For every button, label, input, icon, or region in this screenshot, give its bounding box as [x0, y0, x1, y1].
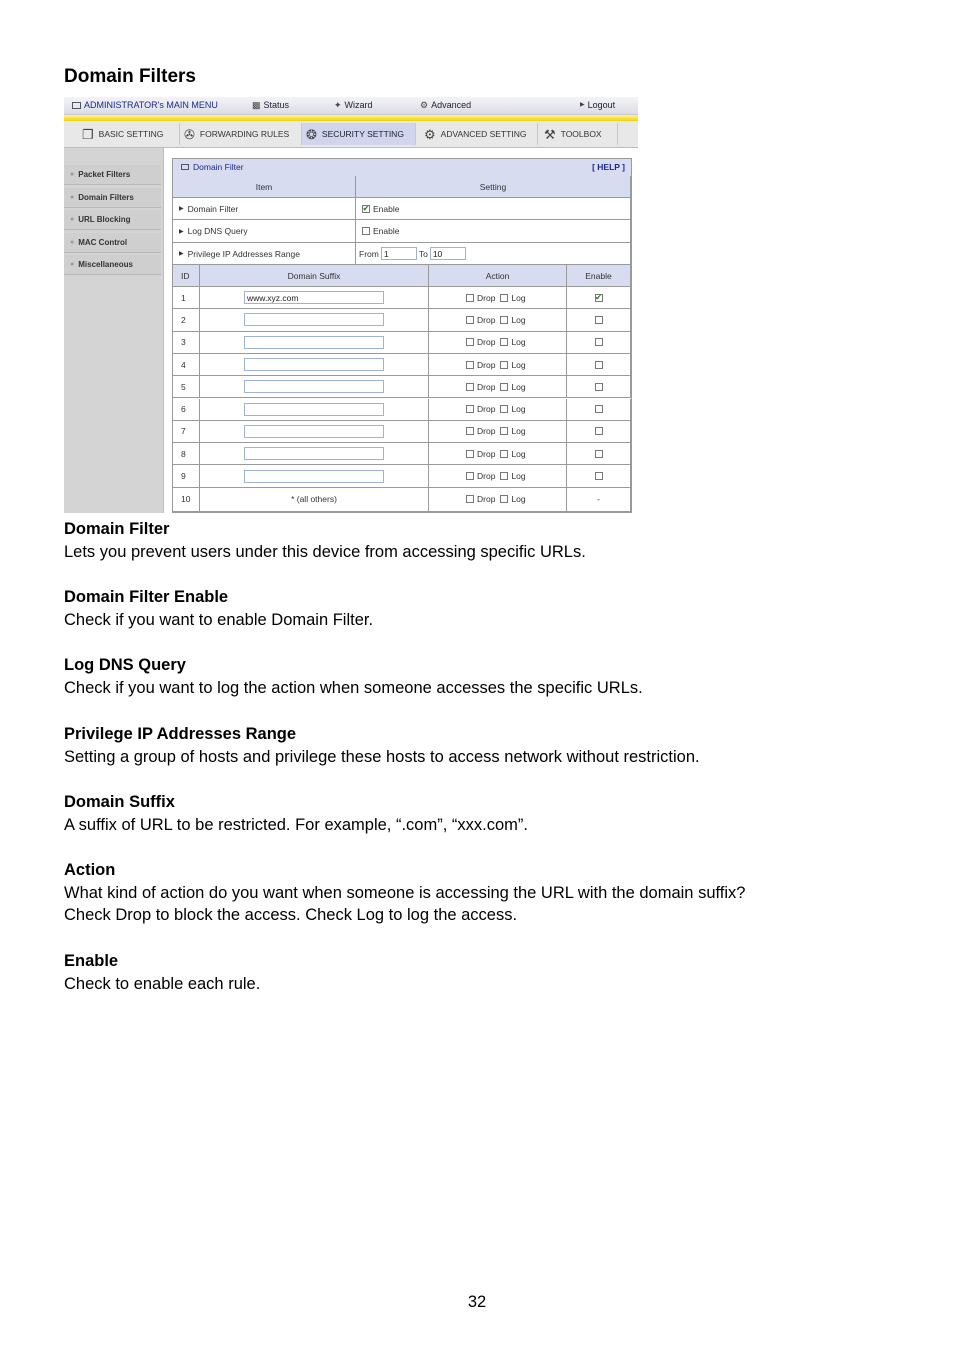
drop-checkbox[interactable]	[466, 316, 474, 324]
rule-suffix-cell	[200, 287, 429, 309]
rule-suffix-cell	[200, 309, 429, 331]
rule-action-cell	[429, 354, 567, 376]
drop-label: Drop	[477, 314, 496, 325]
rule-enable-cell	[567, 332, 631, 354]
section-heading: Log DNS Query	[64, 656, 186, 674]
section-heading: Domain Filter	[64, 520, 170, 538]
rule-id-cell	[173, 332, 200, 354]
rule-enable-checkbox[interactable]	[595, 450, 603, 458]
section-body: Setting a group of hosts and privilege these hosts to access network without restriction.	[64, 747, 700, 766]
wizard-label: Wizard	[344, 100, 373, 110]
status-icon: ▩	[252, 99, 261, 110]
domain-suffix-input[interactable]	[244, 336, 384, 349]
drop-checkbox[interactable]	[466, 361, 474, 369]
drop-label: Drop	[477, 359, 496, 370]
domain-filter-panel	[172, 158, 632, 513]
setting-item-3	[173, 243, 356, 265]
setting-item-2	[173, 220, 356, 243]
setting-value-1	[356, 198, 631, 220]
rule-id: 8	[181, 448, 186, 459]
enable-column-header-text: Enable	[585, 270, 612, 281]
sidebar-item-label: Miscellaneous	[78, 260, 133, 269]
sidebar-item-miscellaneous[interactable]	[64, 255, 161, 275]
section-body: Check Drop to block the access. Check Log to log the access.	[64, 906, 518, 924]
sidebar-item-label: Domain Filters	[78, 192, 134, 202]
rule-enable-cell	[567, 376, 631, 398]
log-checkbox[interactable]	[500, 427, 508, 435]
rule-id: 7	[181, 426, 186, 437]
setting-header-text: Setting	[479, 181, 507, 192]
tab-advanced-setting[interactable]	[420, 123, 538, 145]
panel-title	[181, 162, 244, 172]
domain-suffix-input[interactable]	[244, 447, 384, 460]
rule-action-cell	[429, 332, 567, 354]
log-label: Log	[511, 426, 526, 437]
tab-security-setting[interactable]	[302, 123, 416, 145]
rule-suffix-cell	[200, 465, 429, 487]
help-link[interactable]: [ HELP ]	[592, 162, 625, 172]
tab-label: FORWARDING RULES	[199, 129, 290, 139]
drop-label: Drop	[477, 426, 496, 437]
rule-enable-cell	[567, 399, 631, 421]
triangle-right-icon: ▶	[179, 206, 184, 212]
section-heading: Domain Filter Enable	[64, 588, 229, 606]
drop-checkbox[interactable]	[466, 427, 474, 435]
item-column-header	[173, 176, 356, 198]
drop-label: Drop	[477, 337, 496, 348]
rule-enable-checkbox[interactable]	[595, 316, 603, 324]
from-label: From	[359, 248, 379, 259]
domain-suffix-input[interactable]	[244, 358, 384, 371]
enable-checkbox[interactable]: ✔	[362, 203, 370, 213]
rule-action-cell	[429, 376, 567, 398]
rule-enable-checkbox[interactable]	[595, 405, 603, 413]
domain-suffix-input[interactable]	[244, 425, 384, 438]
bullet-icon: ●	[70, 193, 75, 201]
tab-label: BASIC SETTING	[98, 129, 164, 139]
enable-label: Enable	[373, 203, 400, 214]
triangle-right-icon: ▶	[179, 228, 184, 235]
triangle-right-icon: ▶	[179, 251, 184, 257]
tab-basic-setting[interactable]	[78, 123, 180, 145]
setting-value-2	[356, 220, 631, 243]
log-label: Log	[511, 404, 526, 415]
tab-forwarding-rules[interactable]	[180, 123, 302, 145]
window-icon	[72, 102, 81, 109]
section-body: Check if you want to log the action when someone accesses the specific URLs.	[64, 678, 643, 697]
rule-enable-checkbox[interactable]	[595, 427, 603, 435]
status-link[interactable]	[252, 100, 289, 110]
rule-enable-checkbox[interactable]	[595, 338, 603, 346]
setting-value-3	[356, 243, 631, 265]
bullet-icon: ●	[70, 238, 75, 246]
rule-action-cell	[429, 309, 567, 331]
status-label: Status	[263, 100, 290, 110]
security-setting-icon: ❂	[306, 126, 317, 142]
rule-enable-cell	[567, 443, 631, 465]
drop-checkbox[interactable]	[466, 472, 474, 480]
section-domain-filter	[64, 518, 586, 563]
drop-checkbox[interactable]	[466, 294, 474, 302]
main-menu-label: ADMINISTRATOR's MAIN MENU	[84, 100, 218, 110]
drop-checkbox[interactable]	[466, 405, 474, 413]
logout-link[interactable]	[580, 100, 615, 110]
forwarding-rules-icon: ✇	[184, 126, 195, 142]
rule-id-cell	[173, 287, 200, 309]
from-input[interactable]: 1	[381, 247, 417, 260]
rule-enable-checkbox[interactable]	[595, 383, 603, 391]
rule-id-cell	[173, 354, 200, 376]
rule-enable-checkbox[interactable]	[595, 361, 603, 369]
log-checkbox[interactable]	[500, 450, 508, 458]
section-heading: Privilege IP Addresses Range	[64, 725, 297, 743]
log-label: Log	[511, 471, 526, 482]
drop-checkbox[interactable]	[466, 338, 474, 346]
log-checkbox[interactable]	[500, 383, 508, 391]
sidebar-item-url-blocking[interactable]	[64, 210, 161, 230]
top-menu-bar	[64, 97, 638, 115]
rule-suffix-cell	[200, 421, 429, 443]
action-column-header	[429, 265, 567, 287]
domain-suffix-column-header-text: Domain Suffix	[287, 270, 341, 281]
advanced-icon: ⚙	[420, 99, 429, 110]
section-body: A suffix of URL to be restricted. For example, “.com”, “xxx.com”.	[64, 815, 528, 834]
action-column-header-text: Action	[485, 270, 510, 281]
rule-action-cell	[429, 488, 567, 512]
rule-action-cell	[429, 421, 567, 443]
domain-suffix-column-header	[200, 265, 429, 287]
section-log-dns-query	[64, 654, 643, 699]
rule-id-cell	[173, 421, 200, 443]
enable-label: Enable	[373, 226, 400, 236]
rule-action-cell	[429, 465, 567, 487]
drop-label: Drop	[477, 381, 496, 392]
sidebar-item-label: Packet Filters	[78, 170, 131, 179]
page-title: Domain Filters	[64, 66, 196, 87]
sidebar-item-label: MAC Control	[78, 237, 128, 247]
log-checkbox[interactable]	[500, 361, 508, 369]
sidebar	[64, 148, 164, 513]
rule-id-cell	[173, 309, 200, 331]
rule-suffix-cell	[200, 443, 429, 465]
section-body: What kind of action do you want when someone is accessing the URL with the domain suffix?	[64, 883, 746, 902]
rule-enable-cell	[567, 354, 631, 376]
drop-label: Drop	[477, 494, 496, 505]
rule-id-cell	[173, 488, 200, 512]
tab-label: TOOLBOX	[560, 129, 602, 139]
rule-suffix-cell	[200, 376, 429, 398]
main-menu-link[interactable]	[72, 100, 218, 110]
section-privilege-ip-addresses-range	[64, 723, 700, 768]
tab-label: SECURITY SETTING	[321, 129, 404, 139]
panel-icon	[181, 164, 189, 170]
drop-checkbox[interactable]	[466, 495, 474, 503]
all-others-text: * (all others)	[291, 494, 337, 505]
to-input[interactable]: 10	[430, 247, 466, 260]
drop-label: Drop	[477, 448, 496, 459]
sidebar-item-mac-control[interactable]	[64, 233, 161, 253]
setting-item-label: Privilege IP Addresses Range	[187, 248, 300, 259]
drop-checkbox[interactable]	[466, 450, 474, 458]
log-label: Log	[511, 381, 526, 392]
rule-id-cell	[173, 376, 200, 398]
rule-suffix-cell	[200, 332, 429, 354]
advanced-label: Advanced	[431, 100, 472, 110]
rule-suffix-cell	[200, 488, 429, 512]
sidebar-item-packet-filters[interactable]	[64, 165, 161, 185]
domain-suffix-input[interactable]: www.xyz.com	[244, 291, 384, 304]
section-heading: Action	[64, 861, 116, 879]
setting-item-label: Domain Filter	[187, 203, 239, 214]
rule-enable-checkbox[interactable]	[595, 472, 603, 480]
bullet-icon: ●	[70, 171, 75, 178]
section-domain-filter-enable	[64, 586, 373, 631]
domain-suffix-input[interactable]	[244, 470, 384, 483]
rule-action-cell	[429, 443, 567, 465]
log-label: Log	[511, 359, 526, 370]
rule-id: 4	[181, 359, 186, 370]
rule-enable-cell	[567, 309, 631, 331]
log-label: Log	[511, 292, 526, 303]
section-body: Lets you prevent users under this device from accessing specific URLs.	[64, 542, 586, 561]
log-label: Log	[511, 314, 526, 325]
rule-enable-cell	[567, 488, 631, 512]
log-label: Log	[511, 448, 526, 459]
rule-id: 5	[181, 381, 186, 392]
advanced-setting-icon: ⚙	[424, 126, 436, 142]
domain-suffix-input[interactable]	[244, 313, 384, 326]
rule-enable-checkbox[interactable]: ✔	[595, 292, 602, 302]
tab-label: ADVANCED SETTING	[440, 129, 527, 139]
rule-id: 1	[181, 292, 186, 303]
enable-dash: -	[597, 494, 600, 505]
rule-enable-cell	[567, 465, 631, 487]
rule-id: 9	[181, 471, 186, 482]
section-action	[64, 859, 745, 927]
item-header-text: Item	[255, 181, 273, 192]
rule-action-cell	[429, 287, 567, 309]
section-enable	[64, 950, 260, 995]
rule-id: 6	[181, 404, 186, 415]
domain-suffix-input[interactable]	[244, 403, 384, 416]
setting-item-1	[173, 198, 356, 220]
domain-suffix-input[interactable]	[244, 380, 384, 393]
bullet-icon: ●	[70, 261, 75, 268]
drop-checkbox[interactable]	[466, 383, 474, 391]
log-checkbox[interactable]	[500, 495, 508, 503]
section-heading: Domain Suffix	[64, 793, 175, 811]
id-column-header-text: ID	[181, 270, 190, 281]
rule-id-cell	[173, 465, 200, 487]
rule-suffix-cell	[200, 399, 429, 421]
log-checkbox[interactable]	[500, 294, 508, 302]
drop-label: Drop	[477, 471, 496, 482]
basic-setting-icon: ❐	[82, 126, 94, 142]
rule-id-cell	[173, 399, 200, 421]
bullet-icon: ●	[70, 216, 75, 223]
drop-label: Drop	[477, 292, 496, 303]
page-number: 32	[467, 1293, 487, 1311]
log-label: Log	[511, 494, 526, 505]
log-checkbox[interactable]	[500, 316, 508, 324]
enable-checkbox[interactable]	[362, 227, 370, 235]
rule-enable-cell	[567, 421, 631, 443]
rule-enable-cell	[567, 287, 631, 309]
log-label: Log	[511, 337, 526, 348]
section-domain-suffix	[64, 791, 528, 836]
sidebar-item-label: URL Blocking	[78, 215, 131, 224]
to-label: To	[418, 248, 428, 259]
wizard-link[interactable]	[334, 100, 373, 110]
enable-column-header	[567, 265, 631, 287]
wizard-icon: ✦	[334, 99, 342, 110]
section-body: Check if you want to enable Domain Filter.	[64, 610, 374, 629]
drop-label: Drop	[477, 404, 496, 415]
panel-title-text: Domain Filter	[193, 162, 244, 172]
tab-toolbox[interactable]	[540, 123, 618, 145]
setting-item-label: Log DNS Query	[187, 226, 248, 236]
arrow-right-icon: ▶	[580, 101, 585, 108]
rule-action-cell	[429, 399, 567, 421]
rule-id-cell	[173, 443, 200, 465]
panel-header	[173, 159, 631, 177]
log-checkbox[interactable]	[500, 405, 508, 413]
section-heading: Enable	[64, 952, 119, 970]
log-checkbox[interactable]	[500, 338, 508, 346]
sidebar-item-domain-filters[interactable]	[64, 188, 161, 208]
rule-id: 2	[181, 314, 186, 325]
log-checkbox[interactable]	[500, 472, 508, 480]
setting-column-header	[356, 176, 631, 198]
toolbox-icon: ⚒	[544, 126, 556, 142]
router-screenshot	[64, 97, 638, 513]
rule-id: 10	[181, 494, 191, 505]
section-body: Check to enable each rule.	[64, 974, 261, 993]
advanced-link[interactable]	[420, 100, 471, 110]
rule-suffix-cell	[200, 354, 429, 376]
id-column-header	[173, 265, 200, 287]
rule-id: 3	[181, 337, 186, 348]
main-tabs	[64, 121, 638, 148]
logout-label: Logout	[587, 100, 616, 110]
